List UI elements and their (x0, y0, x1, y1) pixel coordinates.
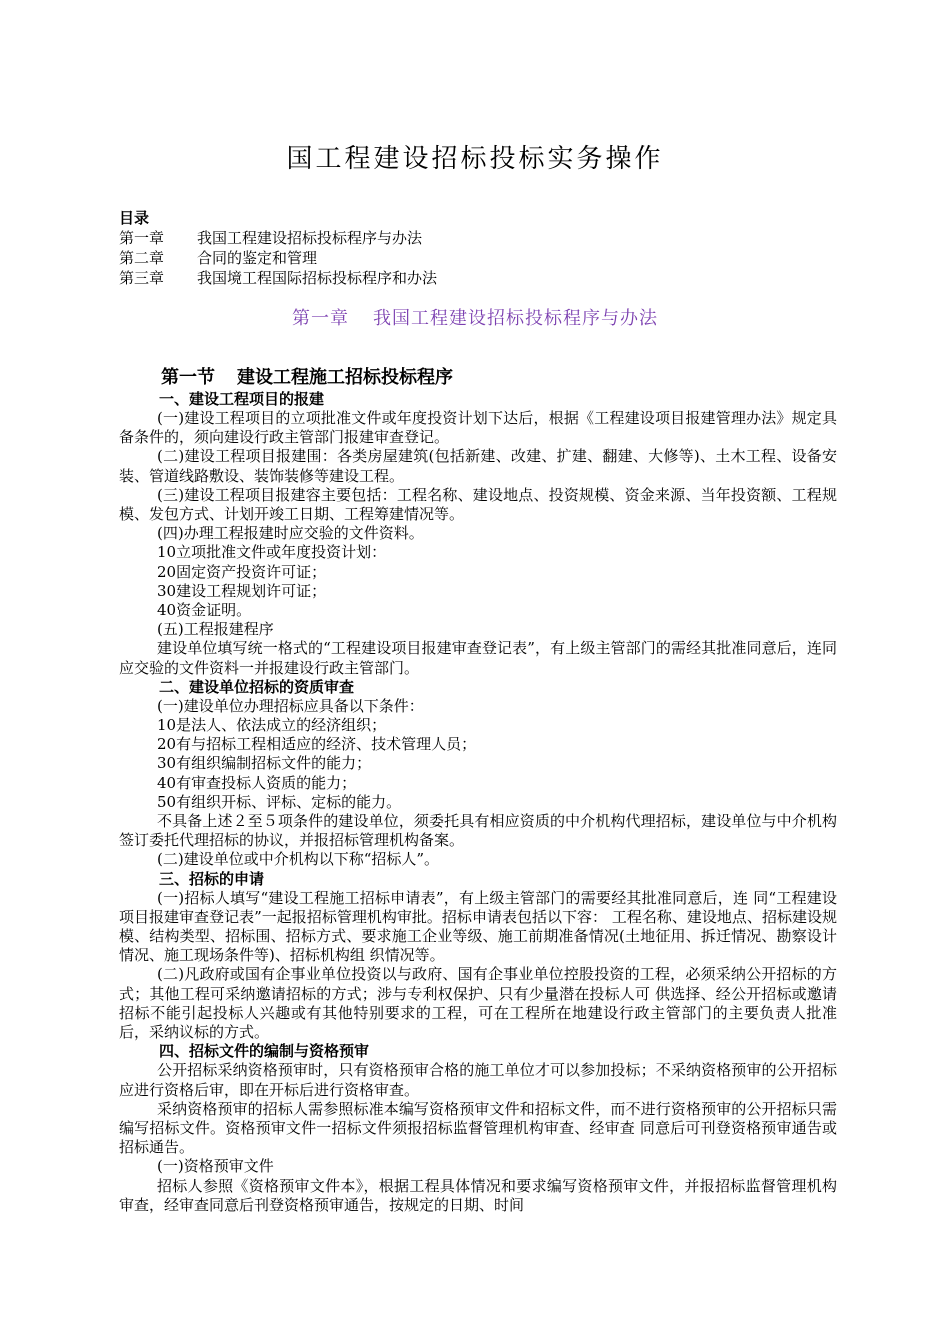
document-title: 国工程建设招标投标实务操作 (286, 144, 664, 174)
list-item: 10立项批准文件或年度投资计划： (157, 543, 387, 562)
toc-heading: 目录 (119, 209, 150, 227)
list-item: 20有与招标工程相适应的经济、技术管理人员； (157, 735, 477, 754)
paragraph: (四)办理工程报建时应交验的文件资料。 (157, 524, 424, 543)
paragraph: (三)建设工程项目报建容主要包括：工程名称、建设地点、投资规模、资金来源、当年投资额、工程规模、发包方式、计划开竣工日期、工程筹建情况等。 (119, 485, 837, 524)
paragraph: (二)建设单位或中介机构以下称“招标人”。 (157, 850, 440, 869)
chapter-title: 我国工程建设招标投标程序与办法 (373, 308, 658, 329)
paragraph: 招标人参照《资格预审文件本》，根据工程具体情况和要求编写资格预审文件，并报招标监督管理机构审查，经审查同意后刊登资格预审通告，按规定的日期、时间 (119, 1176, 837, 1214)
toc-item-number: 第三章 (119, 269, 165, 287)
paragraph: 采纳资格预审的招标人需参照标准本编写资格预审文件和招标文件，而不进行资格预审的公开招标只需编写招标文件。资格预审文件一招标文件须报招标监督管理机构审查、经审查 同意后可刊登资格预审通告或招标通告。 (119, 1099, 837, 1157)
section-title: 建设工程施工招标投标程序 (237, 367, 453, 388)
list-item: 50有组织开标、评标、定标的能力。 (157, 792, 402, 811)
toc-item-number: 第一章 (119, 229, 165, 247)
list-item: 10是法人、依法成立的经济组织； (157, 716, 387, 735)
list-item: 20固定资产投资许可证； (157, 562, 327, 581)
list-item: 40资金证明。 (157, 601, 252, 620)
table-of-contents (119, 208, 839, 288)
toc-item (119, 268, 839, 288)
subsection-heading: 四、招标文件的编制与资格预审 (159, 1042, 370, 1061)
paragraph: 公开招标采纳资格预审时，只有资格预审合格的施工单位才可以参加投标；不采纳资格预审的公开招标应进行资格后审，即在开标后进行资格审查。 (119, 1061, 837, 1099)
subsection-heading: 一、建设工程项目的报建 (159, 390, 325, 408)
paragraph: (一)建设单位办理招标应具备以下条件： (157, 696, 424, 715)
chapter-heading (0, 307, 950, 331)
paragraph: 不具备上述２至５项条件的建设单位，须委托具有相应资质的中介机构代理招标，建设单位与中介机构签订委托代理招标的协议，并报招标管理机构备案。 (119, 812, 837, 850)
toc-item (119, 248, 839, 268)
toc-item-title: 我国工程建设招标投标程序与办法 (197, 229, 423, 247)
toc-item-number: 第二章 (119, 249, 165, 267)
subsection-heading: 三、招标的申请 (159, 869, 265, 888)
list-item: 30建设工程规划许可证； (157, 581, 327, 600)
toc-item-title: 我国境工程国际招标投标程序和办法 (197, 269, 438, 287)
list-item: 40有审查投标人资质的能力； (157, 773, 357, 792)
paragraph: (二)凡政府或国有企事业单位投资以与政府、国有企事业单位控股投资的工程，必须采纳公开招标的方式；其他工程可采纳邀请招标的方式；涉与专利权保护、只有少量潜在投标人可 供选择、经公开招标或邀请招标不能引起投标人兴趣或有其他特别要求的工程，可在工程所在地建设行政主管部门的主要负责人批准后，采纳议标的方式。 (119, 965, 837, 1042)
body-content (119, 366, 837, 1215)
paragraph: (一)建设工程项目的立项批准文件或年度投资计划下达后，根据《工程建设项目报建管理办法》规定具备条件的，须向建设行政主管部门报建审查登记。 (119, 409, 837, 447)
toc-item (119, 228, 839, 248)
chapter-number: 第一章 (292, 308, 349, 329)
paragraph: (一)招标人填写“建设工程施工招标申请表”，有上级主管部门的需要经其批准同意后，连 同“工程建设项目报建审查登记表”一起报招标管理机构审批。招标申请表包括以下容： 工程名称、建设地点、招标建设规模、结构类型、招标围、招标方式、要求施工企业等级、施工前期准备情况(土地征用、拆迁情况、勘察设计情况、施工现场条件等)、招标机构组 织情况等。 (119, 888, 837, 965)
subsection-heading: 二、建设单位招标的资质审查 (159, 677, 355, 696)
section-number: 第一节 (161, 367, 215, 388)
paragraph: 建设单位填写统一格式的“工程建设项目报建审查登记表”，有上级主管部门的需经其批准同意后，连同应交验的文件资料一并报建设行政主管部门。 (119, 639, 837, 677)
paragraph: (二)建设工程项目报建围：各类房屋建筑(包括新建、改建、扩建、翻建、大修等)、土木工程、设备安装、管道线路敷设、装饰装修等建设工程。 (119, 447, 837, 485)
section-heading (161, 366, 837, 390)
paragraph: (五)工程报建程序 (157, 620, 274, 639)
toc-item-title: 合同的鉴定和管理 (197, 249, 318, 267)
paragraph: (一)资格预审文件 (157, 1157, 274, 1176)
list-item: 30有组织编制招标文件的能力； (157, 754, 372, 773)
